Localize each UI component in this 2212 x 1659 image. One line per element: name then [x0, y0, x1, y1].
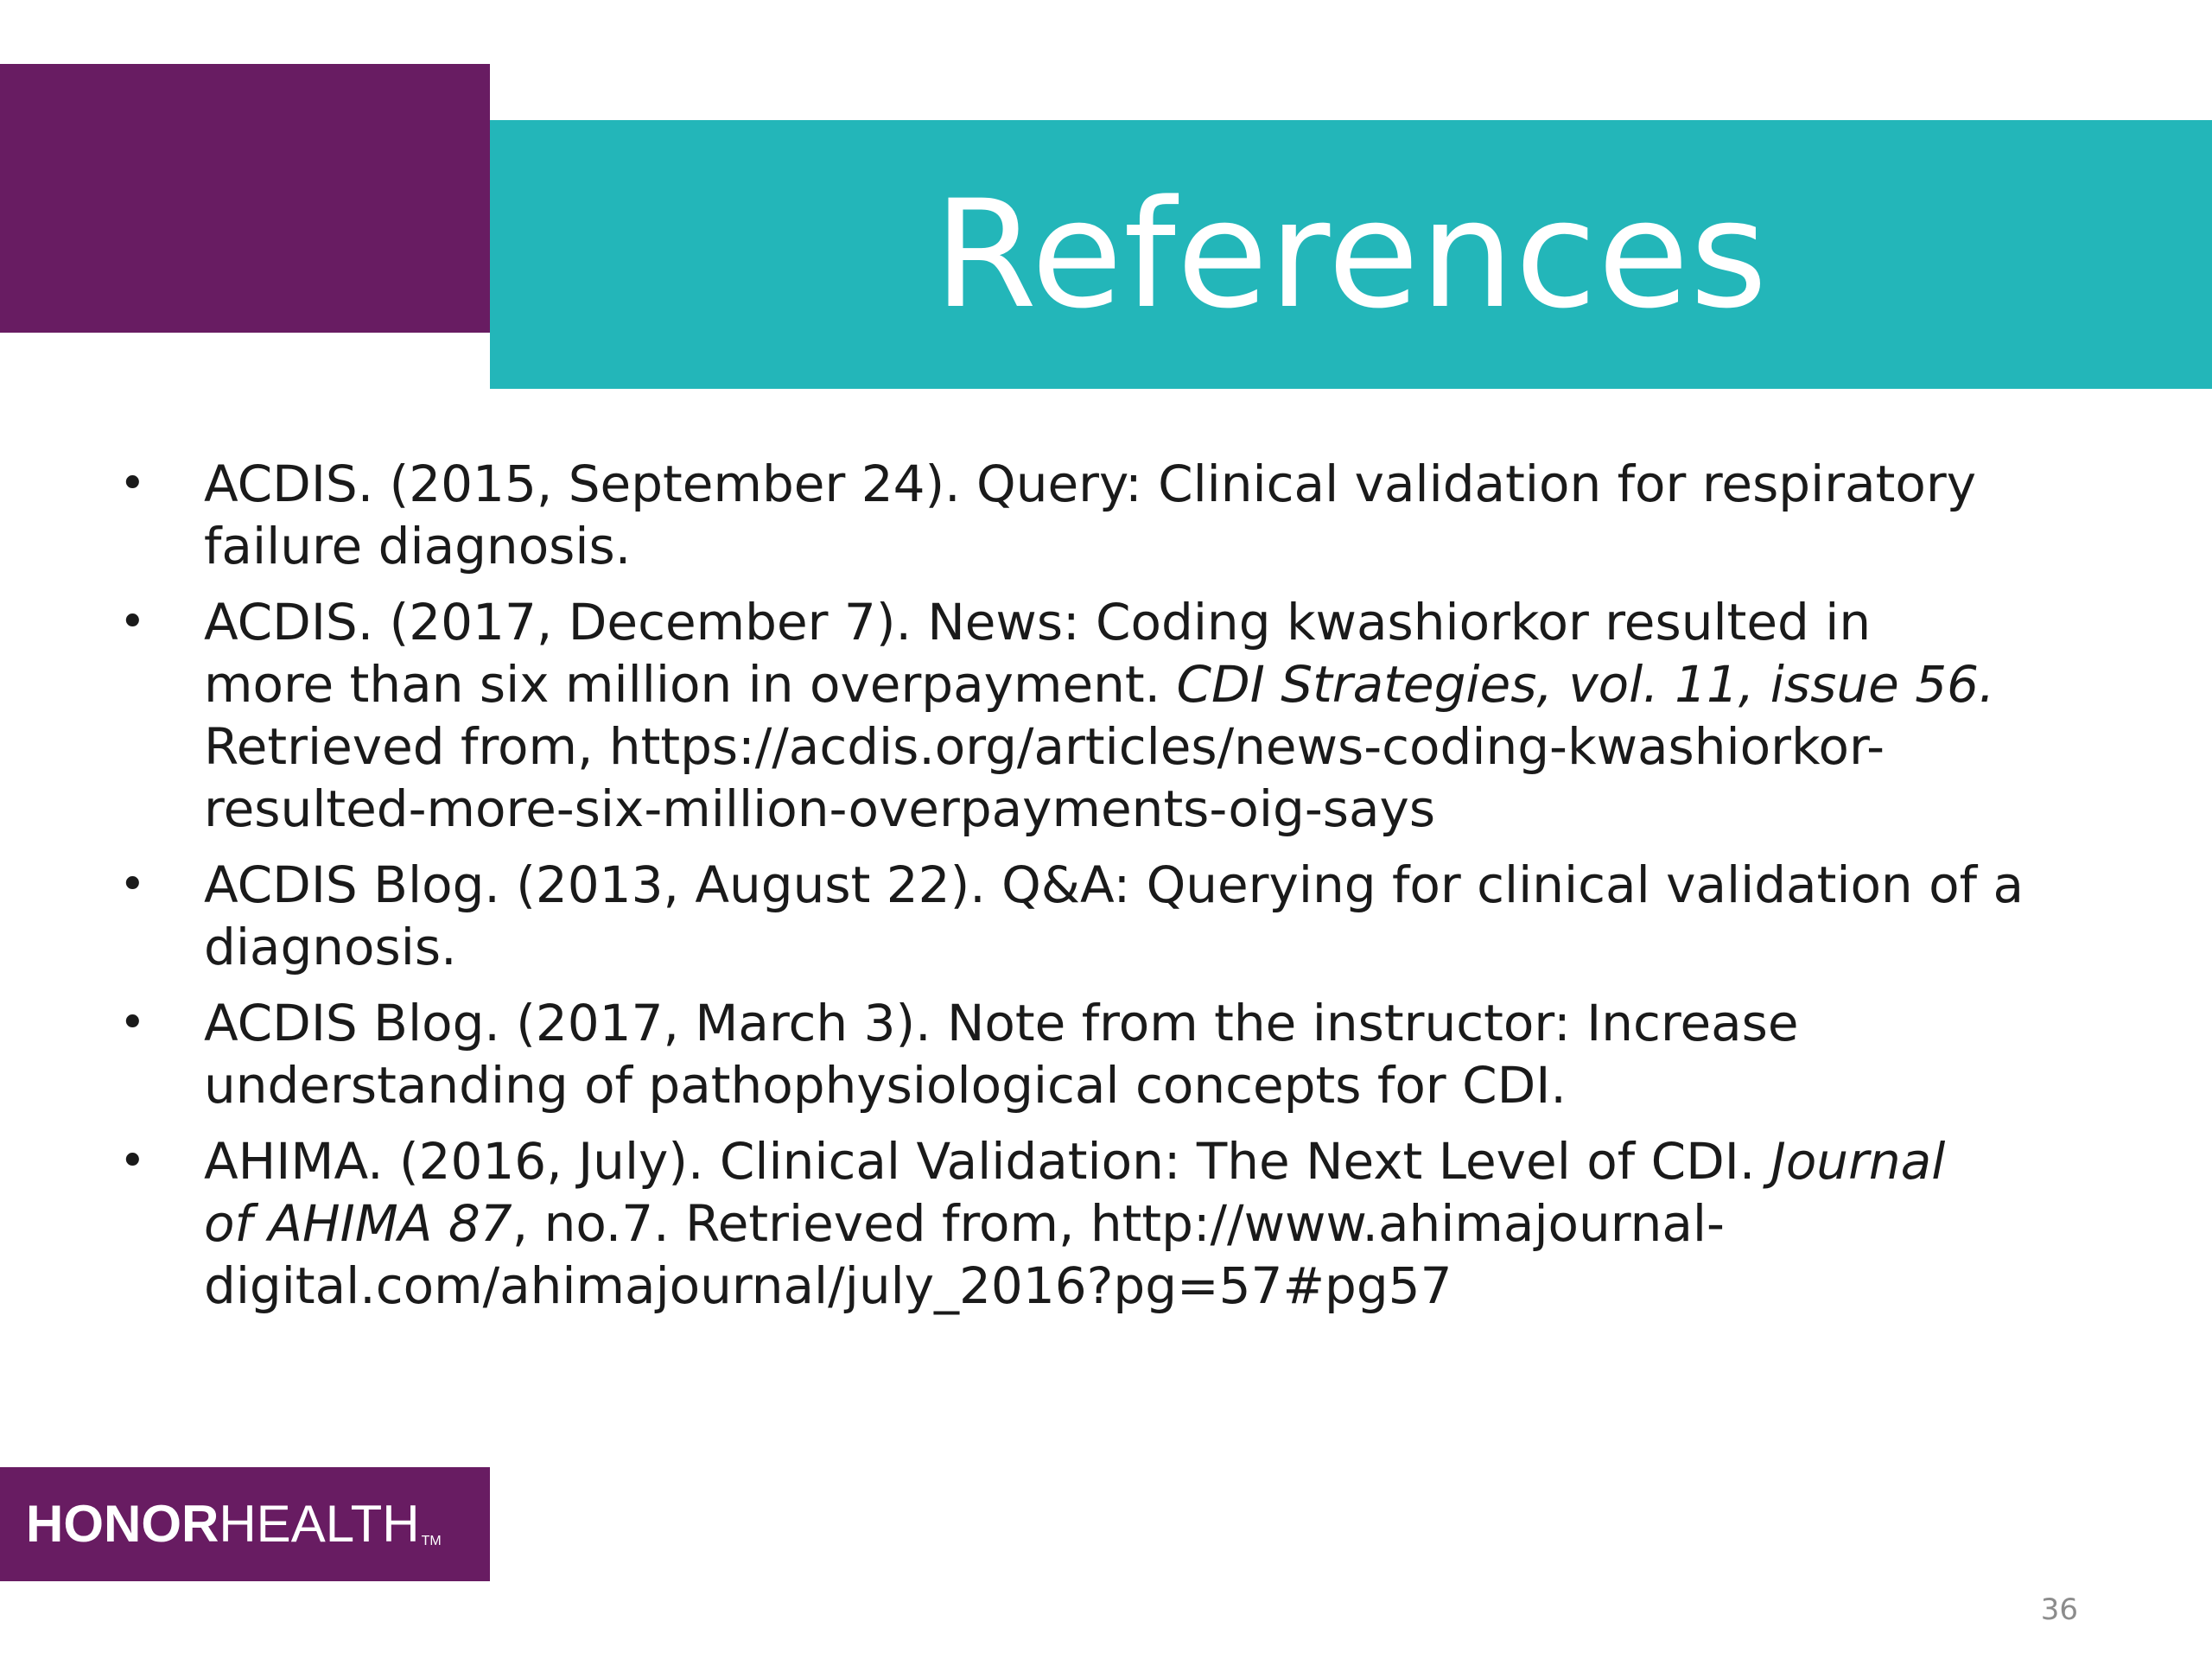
reference-text-italic: of AHIMA 87 — [204, 1194, 512, 1253]
reference-line — [204, 992, 2126, 1054]
reference-text: , no.7. Retrieved from, http://www.ahimajournal- — [512, 1194, 1725, 1253]
references-list — [112, 453, 2126, 1331]
reference-line — [204, 453, 2126, 515]
reference-text: ACDIS Blog. (2017, March 3). Note from the instructor: Increase — [204, 994, 1799, 1052]
reference-text: digital.com/ahimajournal/july_2016?pg=57#pg57 — [204, 1256, 1452, 1315]
bullet-icon: • — [119, 997, 146, 1049]
logo-text-light: HEALTH — [219, 1495, 420, 1553]
reference-text: more than six million in overpayment. — [204, 655, 1177, 714]
reference-text: Retrieved from, https://acdis.org/articles/news-coding-kwashiorkor- — [204, 717, 1885, 776]
reference-item — [112, 453, 2126, 577]
reference-line — [204, 653, 2126, 715]
bullet-icon: • — [119, 458, 146, 510]
reference-item — [112, 1130, 2126, 1317]
reference-text-italic: CDI Strategies, vol. 11, issue 56. — [1176, 655, 1995, 714]
logo-text-bold: HONOR — [26, 1495, 219, 1553]
bullet-icon: • — [119, 596, 146, 648]
reference-text-italic: Journal — [1770, 1132, 1946, 1191]
honorhealth-logo — [0, 1467, 490, 1581]
reference-text: failure diagnosis. — [204, 517, 632, 575]
reference-text: resulted-more-six-million-overpayments-oig-says — [204, 779, 1436, 838]
reference-line — [204, 778, 2126, 840]
reference-line — [204, 854, 2126, 916]
reference-item — [112, 591, 2126, 840]
reference-line — [204, 1192, 2126, 1255]
reference-text: ACDIS. (2017, December 7). News: Coding kwashiorkor resulted in — [204, 593, 1872, 652]
reference-line — [204, 715, 2126, 778]
reference-line — [204, 515, 2126, 577]
bullet-icon: • — [119, 859, 146, 911]
reference-text: understanding of pathophysiological concepts for CDI. — [204, 1056, 1567, 1115]
reference-item — [112, 854, 2126, 978]
reference-text: diagnosis. — [204, 918, 457, 976]
reference-line — [204, 1255, 2126, 1317]
header-accent-block — [0, 64, 490, 333]
reference-text: ACDIS. (2015, September 24). Query: Clinical validation for respiratory — [204, 454, 1977, 513]
reference-line — [204, 1054, 2126, 1116]
page-number: 36 — [2040, 1592, 2078, 1627]
reference-item — [112, 992, 2126, 1116]
slide-title: References — [933, 168, 1769, 341]
logo-text — [26, 1467, 442, 1581]
reference-text: ACDIS Blog. (2013, August 22). Q&A: Querying for clinical validation of a — [204, 855, 2024, 914]
bullet-icon: • — [119, 1135, 146, 1187]
reference-line — [204, 916, 2126, 978]
logo-trademark: TM — [421, 1534, 442, 1548]
reference-line — [204, 591, 2126, 653]
reference-text: AHIMA. (2016, July). Clinical Validation: The Next Level of CDI. — [204, 1132, 1771, 1191]
reference-line — [204, 1130, 2126, 1192]
